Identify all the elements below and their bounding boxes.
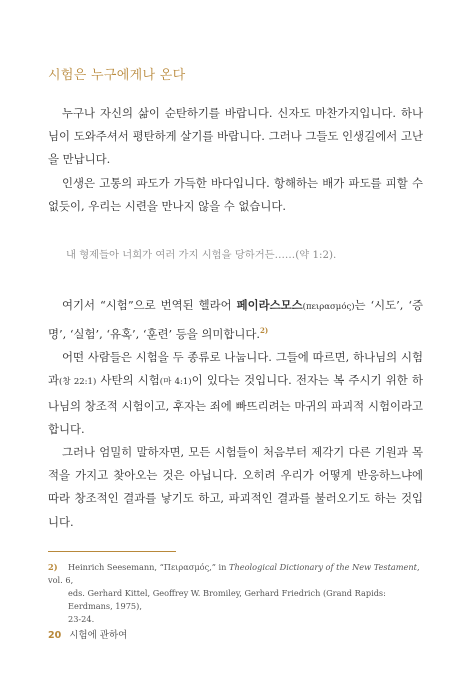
footnote-line-1 [48, 562, 420, 585]
paragraph-4-c: 이 있다는 것입니다. 전자는 복 주시기 위한 하나님의 창조적 시험이고, 후자는 죄에 빠뜨리려는 마귀의 파괴적 시험이라고 합니다. [48, 373, 424, 436]
body-block-1 [48, 102, 423, 218]
footnote-book-title: Theological Dictionary of the New Testament [229, 562, 417, 572]
paragraph-4-b: 사탄의 시험 [96, 373, 160, 388]
scripture-quote: 내 형제들아 너희가 여러 가지 시험을 당하거든……(약 1:2). [66, 249, 337, 261]
paragraph-4 [48, 346, 423, 441]
page-footer [48, 627, 127, 641]
greek-term-korean: 페이라스모스 [236, 298, 303, 312]
section-heading: 시험은 누구에게나 온다 [48, 68, 186, 83]
footnote [48, 561, 420, 626]
footnote-volume: , vol. 6, [48, 562, 420, 585]
paragraph-3-post: 는 ‘시도’, ‘증명’, ‘실험’, ‘유혹’, ‘훈련’ 등을 의미합니다. [48, 298, 423, 341]
footnote-author: Heinrich Seesemann, “Πειρασμός,” in [68, 562, 230, 572]
footnote-line-2: eds. Gerhard Kittel, Geoffrey W. Bromiley, Gerhard Friedrich (Grand Rapids: Eerdmans, 1975), [68, 588, 386, 611]
footnote-divider [48, 551, 176, 552]
paragraph-3-pre: 여기서 “시험”으로 번역된 헬라어 [62, 298, 237, 312]
body-block-2 [48, 294, 423, 534]
paragraph-5: 그러나 엄밀히 말하자면, 모든 시험들이 처음부터 제각기 다른 기원과 목적을 가지고 찾아오는 것은 아닙니다. 오히려 우리가 어떻게 반응하느냐에 따라 창조적인 결과를 낳기도 하고, 파괴적인 결과를 불러오기도 하는 것입니다. [48, 445, 423, 529]
paragraph-1: 누구나 자신의 삶이 순탄하기를 바랍니다. 신자도 마찬가지입니다. 하나님이 도와주셔서 평탄하게 살기를 바랍니다. 그러나 그들도 인생길에서 고난을 만납니다. [48, 106, 423, 167]
footnote-line-3: 23-24. [68, 614, 95, 624]
footnote-marker[interactable]: 2) [259, 326, 269, 336]
footnote-number: 2) [48, 562, 58, 572]
paragraph-3 [48, 294, 423, 346]
greek-term: (πειρασμός) [302, 302, 355, 312]
scripture-ref-matthew: (마 4:1) [159, 377, 192, 388]
paragraph-4-a: 어떤 사람들은 시험을 두 종류로 나눕니다. 그들에 따르면, 하나님의 시험과 [48, 350, 423, 388]
paragraph-2: 인생은 고통의 파도가 가득한 바다입니다. 항해하는 배가 파도를 피할 수 없듯이, 우리는 시련을 만나지 않을 수 없습니다. [48, 175, 423, 213]
page-number: 20 [48, 630, 62, 641]
running-title: 시험에 관하여 [69, 630, 128, 641]
scripture-ref-genesis: (창 22:1) [59, 377, 97, 388]
